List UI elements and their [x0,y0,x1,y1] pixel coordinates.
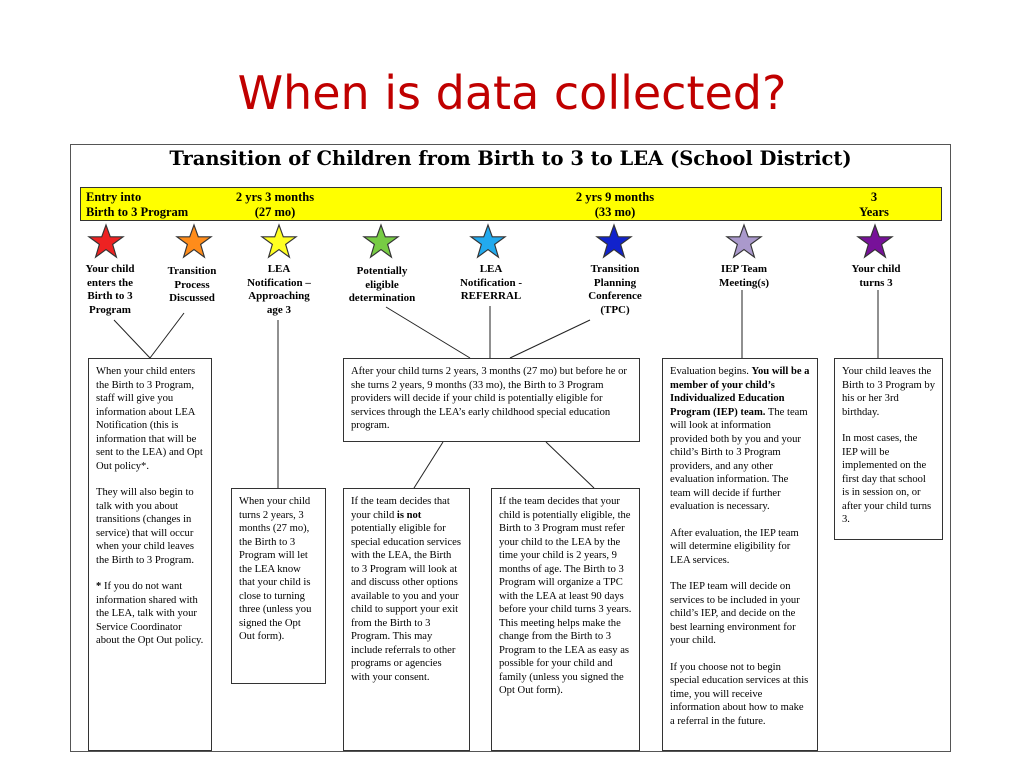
star-label-line: (TPC) [600,303,630,316]
not-eligible-text-a: If the team decides that your child [351,496,450,521]
iep-team-p4: If you choose not to begin special education services at this time, you will receive information about how to make a referral in the future. [670,661,809,727]
eligibility-decision-p1: After your child turns 2 years, 3 months (27 mo) but before he or she turns 2 years, 9 months (33 mo), the Birth to 3 Program providers will decide if your child is potentially eligible for services through the LEA’s early childhood special education program. [351,366,627,431]
entry-info-p1: When your child enters the Birth to 3 Program, staff will give you information about LEA Notification (this is information that will be sent to the LEA) and Opt Out policy*. [96,366,203,472]
iep-team-emphasis: You will be a member of your child’s Individualized Education Program (IEP) team. [670,366,810,418]
star-label-line: LEA [479,263,503,275]
star-label-line: Potentially [356,265,408,277]
connector-line [546,442,594,488]
star-label-line: Process [174,278,210,291]
entry-info-box [88,358,212,751]
star-label-line: REFERRAL [460,290,522,302]
footnote-asterisk: * [96,581,102,592]
iep-team-p1a: Evaluation begins. [670,366,752,377]
iep-team-p1c: The team will look at information provided both by you and your child’s Birth to 3 Program providers, and any other evaluation information. The team will decide if further evaluation is necessary. [670,406,808,512]
star-label-line: age 3 [266,303,292,316]
eligible-referral-p1: If the team decides that your child is potentially eligible, the Birth to 3 Program must refer your child to the LEA by the time your child is 2 years, 9 months of age. The Birth to 3 Program will organize a TPC with the LEA at least 90 days before your child turns 3 years. This meeting helps make the change from the Birth to 3 Program to the LEA as easy as possible for your child and family (unless you signed the Opt Out form). [499,496,632,696]
iep-team-p2: After evaluation, the IEP team will determine eligibility for LEA services. [670,527,799,566]
band-27mo-line1: 2 yrs 3 months [235,190,315,204]
not-eligible-p1 [351,495,462,684]
star-label-line: Transition [590,263,640,275]
band-3yr-line2: Years [859,205,889,219]
star-label-line: Notification - [459,276,522,289]
star-label-line: turns 3 [859,276,893,289]
entry-info-p3-text: If you do not want information shared with the LEA, talk with your Service Coordinator about the Opt Out policy. [96,581,204,646]
star-label-line: Discussed [169,292,215,304]
band-27mo-line2: (27 mo) [254,205,296,219]
star-label-line: Your child [85,263,135,275]
connector-line [386,307,470,358]
star-label-line: Meeting(s) [718,276,770,289]
star-label-line: Your child [851,263,901,275]
iep-team-p1 [670,365,810,514]
star-label-line: Program [89,303,131,316]
notification-info-box [231,488,326,684]
diagram-title: Transition of Children from Birth to 3 to LEA (School District) [169,147,852,170]
star-label-line: Transition [167,265,217,277]
band-33mo-line2: (33 mo) [594,205,636,219]
band-entry-line1: Entry into [86,190,142,204]
connector-line [114,320,150,358]
not-eligible-emphasis: is not [396,509,422,521]
star-label-line: Planning [593,276,637,289]
star-label-line: LEA [267,263,291,275]
connector-line [414,442,443,488]
star-label-line: determination [348,292,416,304]
star-label-line: IEP Team [720,263,768,275]
iep-team-p3: The IEP team will decide on services to be included in your child’s IEP, and decide on the best learning environment for your child. [670,581,800,646]
entry-info-p2: They will also begin to talk with you about transitions (changes in service) that will occur when your child leaves the Birth to 3 Program. [96,487,194,566]
not-eligible-box [343,488,470,751]
star-label-line: Approaching [248,290,310,302]
leaves-program-box [834,358,943,540]
star-label-line: Notification – [247,276,311,289]
eligibility-decision-box [343,358,640,442]
slide-title: When is data collected? [237,66,787,120]
leaves-program-p2: In most cases, the IEP will be implemented on the first day that school is in session on, or after your child turns 3. [842,433,932,525]
notification-info-p1: When your child turns 2 years, 3 months (27 mo), the Birth to 3 Program will let the LEA know that your child is close to turning three (unless you signed the Opt Out form). [239,496,312,642]
eligible-referral-box [491,488,640,751]
connector-line [510,320,590,358]
band-3yr-line1: 3 [870,190,878,204]
iep-team-box [662,358,818,751]
not-eligible-text-c: potentially eligible for special education services with the LEA, the Birth to 3 Program will look at and discuss other options available to you and your child to support your exit from the Birth to 3 Program. This may include referrals to other programs or agencies with your consent. [351,523,462,683]
entry-info-p3 [96,580,204,648]
star-label-line: Birth to 3 [87,290,133,302]
star-label-line: enters the [86,276,134,289]
band-entry-line2: Birth to 3 Program [86,205,189,219]
connector-line [150,313,184,358]
star-label-line: Conference [588,290,642,302]
leaves-program-p1: Your child leaves the Birth to 3 Program by his or her 3rd birthday. [842,366,935,418]
band-33mo-line1: 2 yrs 9 months [575,190,655,204]
star-label-line: eligible [365,278,399,291]
